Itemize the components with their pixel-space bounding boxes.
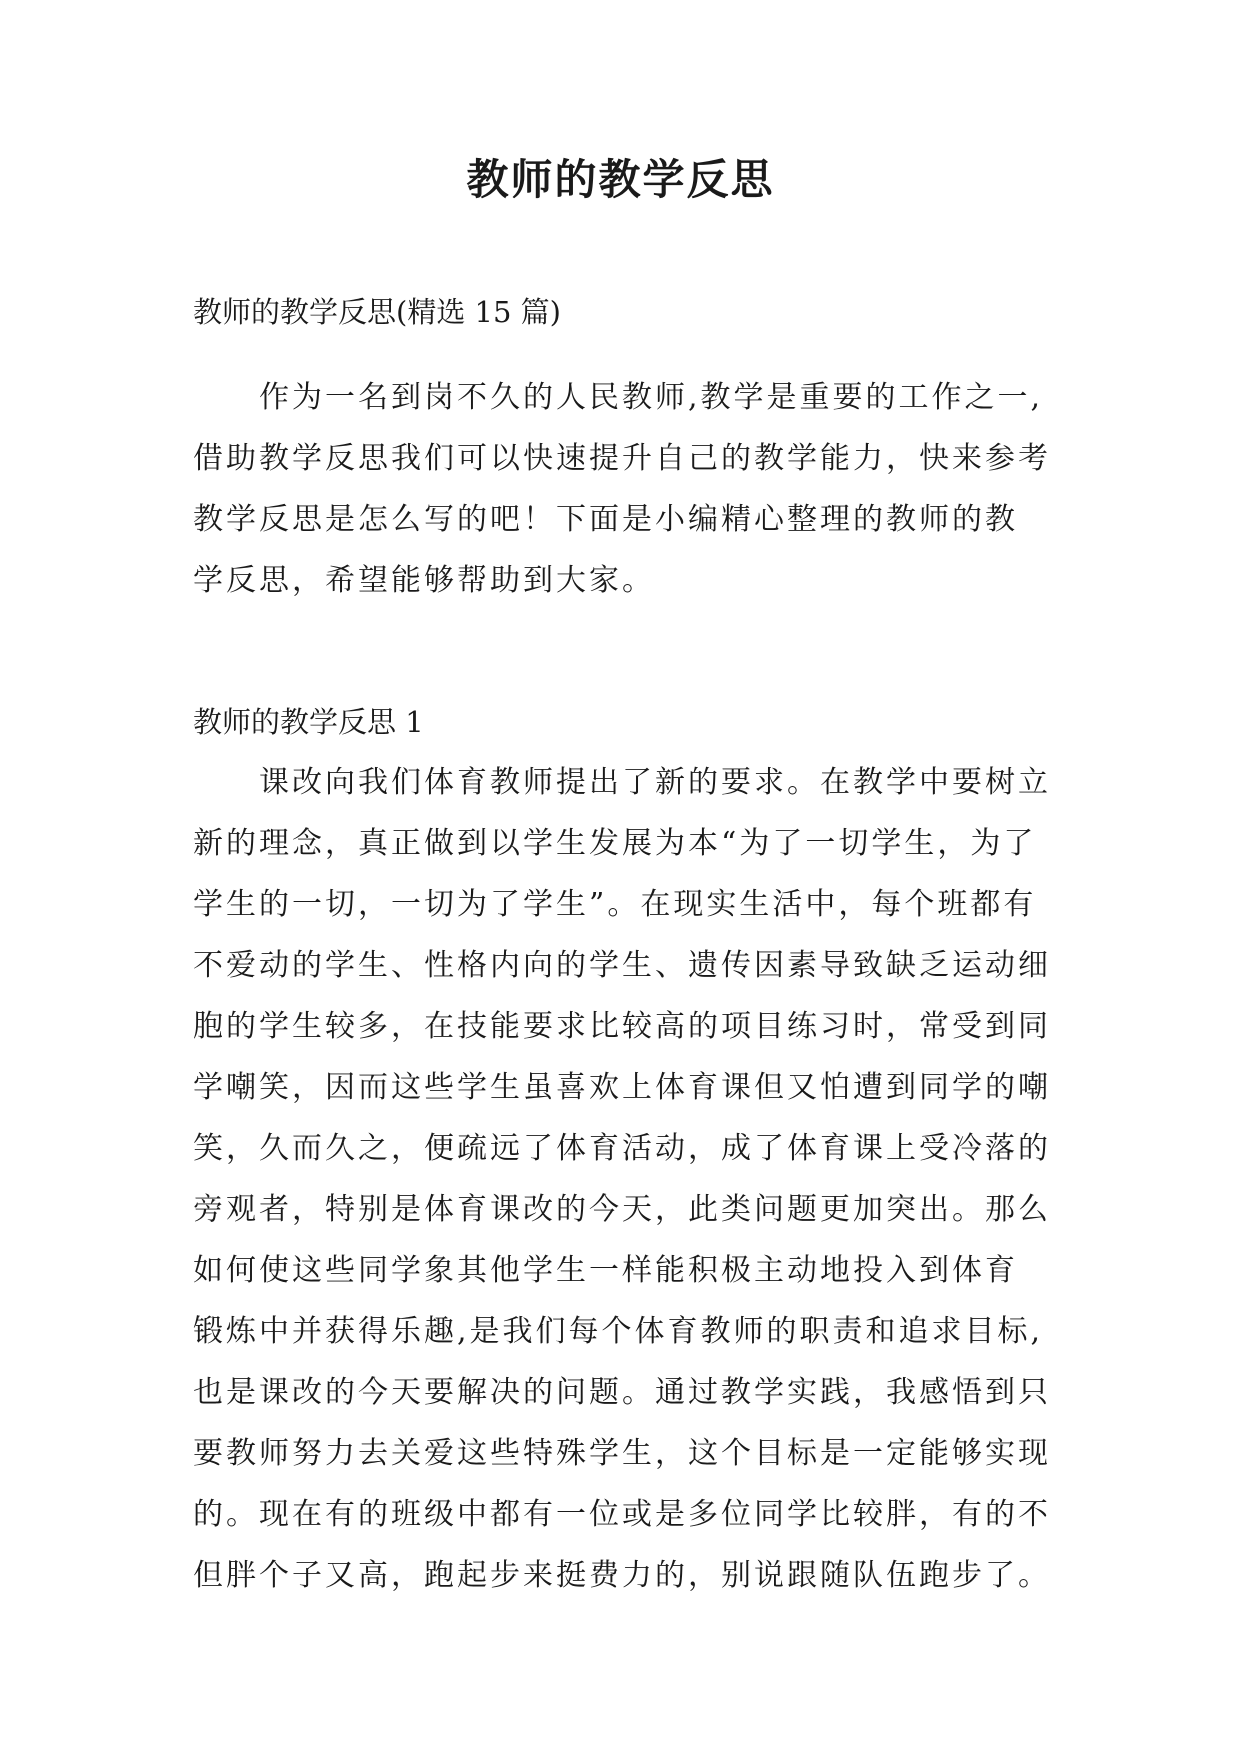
paragraph-line: 旁观者，特别是体育课改的今天，此类问题更加突出。那么 [193, 1192, 1051, 1227]
paragraph-line: 锻炼中并获得乐趣,是我们每个体育教师的职责和追求目标, [193, 1314, 1044, 1349]
paragraph-line: 的。现在有的班级中都有一位或是多位同学比较胖，有的不 [193, 1497, 1051, 1532]
paragraph-line: 不爱动的学生、性格内向的学生、遗传因素导致缺乏运动细 [193, 948, 1051, 983]
paragraph-line: 如何使这些同学象其他学生一样能积极主动地投入到体育 [193, 1253, 1018, 1288]
paragraph-line: 借助教学反思我们可以快速提升自己的教学能力，快来参考 [193, 441, 1051, 476]
paragraph-line: 课改向我们体育教师提出了新的要求。在教学中要树立 [259, 765, 1051, 800]
paragraph-line: 学生的一切，一切为了学生”。在现实生活中，每个班都有 [193, 887, 1037, 922]
section-paragraph [193, 752, 1073, 1606]
page-title: 教师的教学反思 [466, 155, 775, 204]
paragraph-line: 但胖个子又高，跑起步来挺费力的，别说跟随队伍跑步了。 [193, 1558, 1051, 1593]
paragraph-line: 胞的学生较多，在技能要求比较高的项目练习时，常受到同 [193, 1009, 1051, 1044]
paragraph-line: 新的理念，真正做到以学生发展为本“为了一切学生，为了 [193, 826, 1037, 861]
paragraph-line: 教学反思是怎么写的吧！下面是小编精心整理的教师的教 [193, 502, 1018, 537]
paragraph-line: 笑，久而久之，便疏远了体育活动，成了体育课上受冷落的 [193, 1131, 1051, 1166]
section-heading: 教师的教学反思 1 [193, 705, 424, 739]
paragraph-line: 也是课改的今天要解决的问题。通过教学实践，我感悟到只 [193, 1375, 1051, 1410]
paragraph-line: 作为一名到岗不久的人民教师,教学是重要的工作之一, [259, 380, 1044, 415]
paragraph-line: 学嘲笑，因而这些学生虽喜欢上体育课但又怕遭到同学的嘲 [193, 1070, 1051, 1105]
paragraph-line: 要教师努力去关爱这些特殊学生，这个目标是一定能够实现 [193, 1436, 1051, 1471]
paragraph-line: 学反思，希望能够帮助到大家。 [193, 563, 655, 598]
document-subtitle: 教师的教学反思(精选 15 篇) [193, 295, 561, 329]
intro-paragraph [193, 367, 1073, 611]
